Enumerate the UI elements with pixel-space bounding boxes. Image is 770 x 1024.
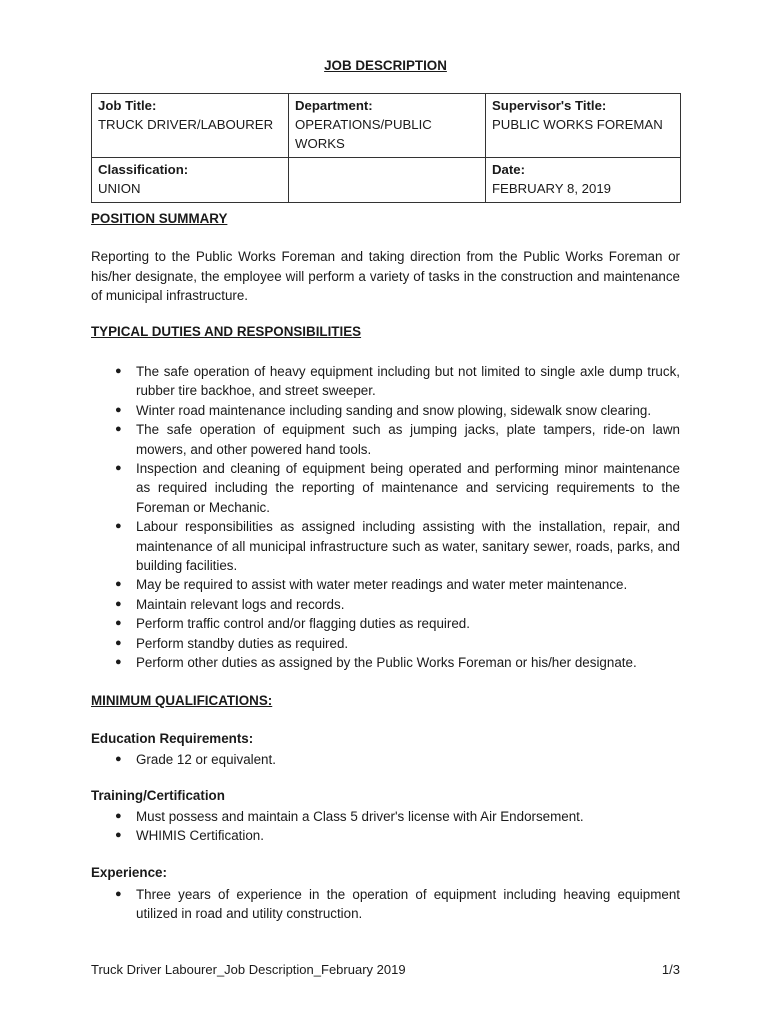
job-title-label: Job Title: xyxy=(98,98,157,113)
list-item-text: Perform other duties as assigned by the Public Works Foreman or his/her designate. xyxy=(136,655,637,671)
bullet-icon: ● xyxy=(115,520,122,533)
supervisor-label: Supervisor's Title: xyxy=(492,98,607,113)
list-item xyxy=(91,885,680,924)
list-item xyxy=(91,807,680,826)
footer-page-number: 1/3 xyxy=(661,962,680,977)
list-item xyxy=(91,459,680,517)
bullet-icon: ● xyxy=(115,597,122,610)
position-summary-heading: POSITION SUMMARY xyxy=(91,211,228,226)
list-item-text: Inspection and cleaning of equipment being operated and performing minor maintenance as required including the reporting of maintenance and servicing requirements to the Foreman or Mechanic. xyxy=(136,461,680,515)
supervisor-cell xyxy=(486,94,681,158)
job-title-cell xyxy=(92,94,289,158)
experience-label: Experience: xyxy=(91,865,167,880)
list-item-text: Winter road maintenance including sanding and snow plowing, sidewalk snow clearing. xyxy=(136,402,652,418)
bullet-icon: ● xyxy=(115,636,122,649)
list-item-text: Must possess and maintain a Class 5 driver's license with Air Endorsement. xyxy=(136,809,584,824)
list-item xyxy=(91,595,680,614)
list-item xyxy=(91,614,680,633)
document-title: JOB DESCRIPTION xyxy=(324,58,447,73)
list-item xyxy=(91,517,680,575)
experience-list xyxy=(91,885,680,924)
list-item-text: The safe operation of heavy equipment including but not limited to single axle dump truck, rubber tire backhoe, and street sweeper. xyxy=(136,364,680,399)
duties-list xyxy=(91,362,680,673)
bullet-icon: ● xyxy=(115,753,122,765)
training-list xyxy=(91,807,680,846)
list-item xyxy=(91,575,680,594)
department-value: OPERATIONS/PUBLIC WORKS xyxy=(295,117,432,151)
department-label: Department: xyxy=(295,98,373,113)
list-item-text: Three years of experience in the operation of equipment including heaving equipment utilized in road and utility construction. xyxy=(136,887,680,922)
bullet-icon: ● xyxy=(115,829,122,842)
date-label: Date: xyxy=(492,162,525,177)
education-label: Education Requirements: xyxy=(91,731,254,746)
footer-document-name: Truck Driver Labourer_Job Description_February 2019 xyxy=(91,962,406,977)
list-item-text: Grade 12 or equivalent. xyxy=(136,752,276,767)
bullet-icon: ● xyxy=(115,617,122,630)
classification-label: Classification: xyxy=(98,162,189,177)
qualifications-heading: MINIMUM QUALIFICATIONS: xyxy=(91,693,273,708)
list-item-text: Perform standby duties as required. xyxy=(136,635,349,651)
bullet-icon: ● xyxy=(115,656,122,669)
list-item-text: The safe operation of equipment such as jumping jacks, plate tampers, ride-on lawn mowers, and other powered hand tools. xyxy=(136,422,680,457)
list-item-text: May be required to assist with water meter readings and water meter maintenance. xyxy=(136,577,628,593)
position-summary-text: Reporting to the Public Works Foreman and taking direction from the Public Works Foreman or his/her designate, the employee will perform a variety of tasks in the construction and maintenance of municipal infrastructure. xyxy=(91,249,680,303)
date-cell xyxy=(486,158,681,203)
job-title-value: TRUCK DRIVER/LABOURER xyxy=(98,117,274,132)
training-label: Training/Certification xyxy=(91,788,225,803)
date-value: FEBRUARY 8, 2019 xyxy=(492,181,611,196)
department-cell xyxy=(289,94,486,158)
bullet-icon: ● xyxy=(115,888,122,900)
bullet-icon: ● xyxy=(115,365,122,377)
bullet-icon: ● xyxy=(115,423,122,436)
bullet-icon: ● xyxy=(115,403,122,416)
list-item xyxy=(91,362,680,401)
list-item xyxy=(91,401,680,420)
list-item xyxy=(91,634,680,653)
bullet-icon: ● xyxy=(115,462,122,475)
classification-cell xyxy=(92,158,289,203)
list-item xyxy=(91,826,680,845)
bullet-icon: ● xyxy=(115,810,122,822)
empty-cell xyxy=(289,158,486,203)
bullet-icon: ● xyxy=(115,578,122,591)
list-item-text: Maintain relevant logs and records. xyxy=(136,596,345,612)
education-list xyxy=(91,750,680,769)
supervisor-value: PUBLIC WORKS FOREMAN xyxy=(492,117,663,132)
list-item xyxy=(91,750,680,769)
list-item-text: Perform traffic control and/or flagging duties as required. xyxy=(136,616,470,632)
list-item xyxy=(91,420,680,459)
classification-value: UNION xyxy=(98,181,141,196)
job-info-table xyxy=(91,93,681,203)
list-item xyxy=(91,653,680,672)
list-item-text: Labour responsibilities as assigned including assisting with the installation, repair, and maintenance of all municipal infrastructure such as water, sanitary sewer, roads, parks, and building facilities. xyxy=(136,519,680,574)
list-item-text: WHIMIS Certification. xyxy=(136,828,264,844)
duties-heading: TYPICAL DUTIES AND RESPONSIBILITIES xyxy=(91,324,362,339)
